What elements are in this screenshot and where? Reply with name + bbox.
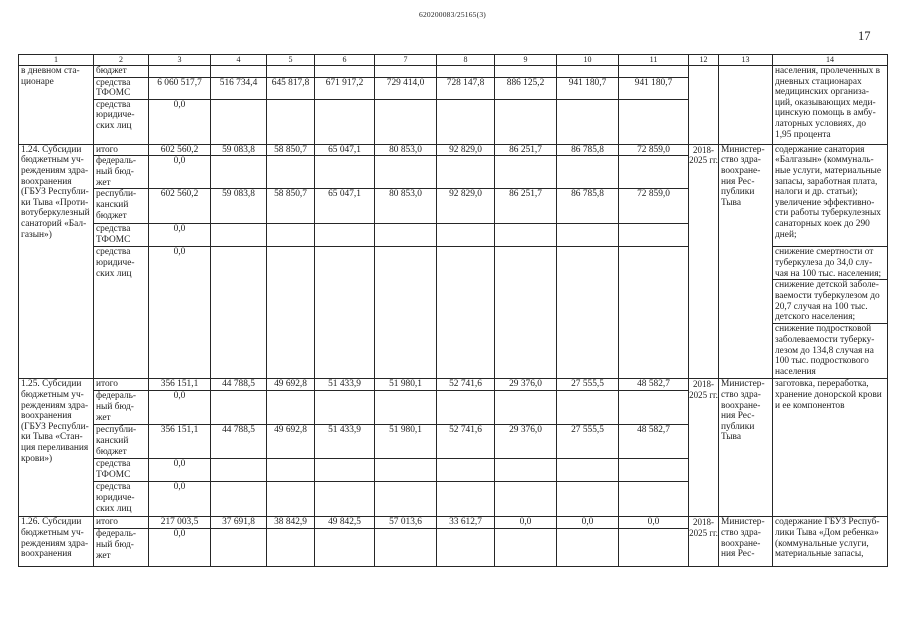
amount-cell	[495, 66, 557, 78]
amount-cell	[557, 247, 619, 379]
amount-cell: 72 859,0	[619, 189, 689, 224]
column-number: 11	[619, 55, 689, 66]
amount-cell	[437, 482, 495, 517]
funding-source: итого	[94, 379, 149, 391]
document-code: 620200083/25165(3)	[419, 10, 486, 19]
amount-cell	[375, 66, 437, 78]
amount-cell: 86 785,8	[557, 144, 619, 156]
column-number: 5	[267, 55, 315, 66]
amount-cell	[315, 391, 375, 425]
amount-cell	[495, 247, 557, 379]
amount-cell: 52 741,6	[437, 379, 495, 391]
amount-cell: 941 180,7	[619, 77, 689, 99]
amount-cell	[315, 482, 375, 517]
amount-cell	[375, 156, 437, 189]
amount-cell: 356 151,1	[149, 379, 211, 391]
amount-cell	[267, 224, 315, 247]
expected-result: содержание санатория «Балгазын» (коммуналь- ные услуги, материальные запасы, заработная плата, налоги и др. статьи); увеличение эффективно- сти работы туберкулезных санаторных коек до 290 дней;	[773, 144, 888, 247]
amount-cell: 0,0	[149, 529, 211, 567]
column-number: 9	[495, 55, 557, 66]
amount-cell: 92 829,0	[437, 144, 495, 156]
amount-cell	[557, 224, 619, 247]
amount-cell: 59 083,8	[211, 144, 267, 156]
amount-cell: 29 376,0	[495, 379, 557, 391]
amount-cell	[437, 391, 495, 425]
expected-result: снижение подростковой заболеваемости туберку- лезом до 134,8 случая на 100 тыс. подросткового населения	[773, 324, 888, 379]
column-number: 8	[437, 55, 495, 66]
amount-cell	[211, 391, 267, 425]
amount-cell	[315, 156, 375, 189]
amount-cell: 6 060 517,7	[149, 77, 211, 99]
amount-cell: 92 829,0	[437, 189, 495, 224]
amount-cell	[315, 459, 375, 482]
section-name: 1.24. Субсидии бюджетным уч- реждениям здра- воохранения (ГБУЗ Республи- ки Тыва «Проти- вотуберкулезный санаторий «Бал- газын»)	[19, 144, 94, 379]
amount-cell	[375, 247, 437, 379]
period: 2018- 2025 гг.	[689, 379, 719, 517]
amount-cell: 217 003,5	[149, 517, 211, 529]
amount-cell: 44 788,5	[211, 425, 267, 459]
amount-cell: 37 691,8	[211, 517, 267, 529]
amount-cell	[557, 391, 619, 425]
executor: Министер- ство здра- воохране- ния Рес- публики Тыва	[719, 379, 773, 517]
expected-result: заготовка, переработка, хранение донорской крови и ее компонентов	[773, 379, 888, 517]
column-number: 12	[689, 55, 719, 66]
amount-cell: 356 151,1	[149, 425, 211, 459]
amount-cell: 58 850,7	[267, 144, 315, 156]
amount-cell	[437, 156, 495, 189]
amount-cell	[315, 247, 375, 379]
funding-source: итого	[94, 144, 149, 156]
executor: Министер- ство здра- воохране- ния Рес-	[719, 517, 773, 567]
period: 2018- 2025 гг.	[689, 517, 719, 567]
amount-cell	[495, 391, 557, 425]
funding-source: итого	[94, 517, 149, 529]
expected-result: населения, пролеченных в дневных стационарах медицинских организа- ций, оказывающих меди- цинскую помощь в амбу- латорных условиях, до 1,95 процента	[773, 66, 888, 145]
amount-cell	[557, 482, 619, 517]
amount-cell	[619, 529, 689, 567]
executor	[719, 66, 773, 145]
amount-cell	[495, 224, 557, 247]
amount-cell	[149, 66, 211, 78]
amount-cell: 0,0	[149, 482, 211, 517]
amount-cell	[557, 459, 619, 482]
amount-cell	[211, 529, 267, 567]
amount-cell: 51 433,9	[315, 379, 375, 391]
amount-cell	[437, 224, 495, 247]
amount-cell: 602 560,2	[149, 189, 211, 224]
amount-cell	[495, 156, 557, 189]
financing-table	[18, 54, 888, 567]
amount-cell	[557, 156, 619, 189]
executor: Министер- ство здра- воохране- ния Рес- публики Тыва	[719, 144, 773, 379]
amount-cell	[619, 66, 689, 78]
amount-cell	[211, 99, 267, 144]
column-number-row	[19, 55, 888, 66]
period	[689, 66, 719, 145]
expected-result: снижение смертности от туберкулеза до 34,0 слу- чая на 100 тыс. населения;	[773, 247, 888, 280]
funding-source: средства юридиче- ских лиц	[94, 99, 149, 144]
funding-source: федераль- ный бюд- жет	[94, 529, 149, 567]
funding-source: республи- канский бюджет	[94, 425, 149, 459]
amount-cell	[315, 99, 375, 144]
amount-cell: 33 612,7	[437, 517, 495, 529]
amount-cell: 80 853,0	[375, 189, 437, 224]
amount-cell: 44 788,5	[211, 379, 267, 391]
expected-result: снижение детской заболе- ваемости туберкулезом до 20,7 случая на 100 тыс. детского населения;	[773, 280, 888, 324]
amount-cell	[267, 156, 315, 189]
amount-cell: 72 859,0	[619, 144, 689, 156]
amount-cell	[211, 247, 267, 379]
amount-cell	[211, 66, 267, 78]
amount-cell: 941 180,7	[557, 77, 619, 99]
amount-cell: 0,0	[149, 247, 211, 379]
amount-cell: 29 376,0	[495, 425, 557, 459]
amount-cell: 0,0	[149, 99, 211, 144]
amount-cell	[557, 66, 619, 78]
column-number: 13	[719, 55, 773, 66]
amount-cell: 0,0	[495, 517, 557, 529]
amount-cell	[619, 156, 689, 189]
amount-cell	[375, 391, 437, 425]
amount-cell	[495, 529, 557, 567]
amount-cell: 86 785,8	[557, 189, 619, 224]
amount-cell	[557, 99, 619, 144]
funding-source: средства ТФОМС	[94, 224, 149, 247]
amount-cell: 49 692,8	[267, 425, 315, 459]
funding-source: средства ТФОМС	[94, 459, 149, 482]
period: 2018- 2025 гг.	[689, 144, 719, 379]
amount-cell	[557, 529, 619, 567]
amount-cell	[375, 224, 437, 247]
expected-result: содержание ГБУЗ Респуб- лики Тыва «Дом ребенка» (коммунальные услуги, материальные запасы,	[773, 517, 888, 567]
column-number: 6	[315, 55, 375, 66]
amount-cell	[267, 99, 315, 144]
amount-cell	[267, 482, 315, 517]
section-name: 1.25. Субсидии бюджетным уч- реждениям здра- воохранения (ГБУЗ Республи- ки Тыва «Стан- ция переливания крови»)	[19, 379, 94, 517]
amount-cell	[619, 459, 689, 482]
table-row	[19, 379, 888, 391]
amount-cell: 0,0	[149, 224, 211, 247]
amount-cell: 58 850,7	[267, 189, 315, 224]
funding-source: средства ТФОМС	[94, 77, 149, 99]
amount-cell	[495, 482, 557, 517]
amount-cell: 27 555,5	[557, 379, 619, 391]
section-name: в дневном ста- ционаре	[19, 66, 94, 145]
amount-cell: 886 125,2	[495, 77, 557, 99]
amount-cell: 49 842,5	[315, 517, 375, 529]
amount-cell	[437, 66, 495, 78]
amount-cell: 516 734,4	[211, 77, 267, 99]
amount-cell: 0,0	[619, 517, 689, 529]
funding-source: республи- канский бюджет	[94, 189, 149, 224]
amount-cell: 48 582,7	[619, 425, 689, 459]
amount-cell	[315, 66, 375, 78]
amount-cell	[211, 482, 267, 517]
amount-cell: 645 817,8	[267, 77, 315, 99]
amount-cell: 65 047,1	[315, 189, 375, 224]
table-row	[19, 517, 888, 529]
funding-source: средства юридиче- ских лиц	[94, 247, 149, 379]
amount-cell: 602 560,2	[149, 144, 211, 156]
amount-cell: 65 047,1	[315, 144, 375, 156]
amount-cell	[211, 224, 267, 247]
amount-cell	[619, 224, 689, 247]
table-row	[19, 66, 888, 78]
amount-cell	[211, 459, 267, 482]
amount-cell	[437, 247, 495, 379]
amount-cell	[619, 391, 689, 425]
amount-cell: 0,0	[149, 391, 211, 425]
amount-cell: 49 692,8	[267, 379, 315, 391]
column-number: 1	[19, 55, 94, 66]
amount-cell	[315, 529, 375, 567]
funding-source: бюджет	[94, 66, 149, 78]
amount-cell	[267, 459, 315, 482]
amount-cell: 728 147,8	[437, 77, 495, 99]
amount-cell: 27 555,5	[557, 425, 619, 459]
amount-cell	[315, 224, 375, 247]
amount-cell	[375, 529, 437, 567]
amount-cell: 86 251,7	[495, 144, 557, 156]
amount-cell	[375, 482, 437, 517]
amount-cell: 51 980,1	[375, 425, 437, 459]
amount-cell	[495, 99, 557, 144]
amount-cell	[267, 529, 315, 567]
amount-cell: 86 251,7	[495, 189, 557, 224]
amount-cell: 48 582,7	[619, 379, 689, 391]
page-number: 17	[858, 29, 871, 43]
amount-cell: 51 980,1	[375, 379, 437, 391]
amount-cell: 80 853,0	[375, 144, 437, 156]
amount-cell	[619, 99, 689, 144]
amount-cell	[495, 459, 557, 482]
amount-cell	[437, 99, 495, 144]
amount-cell: 0,0	[557, 517, 619, 529]
amount-cell	[437, 459, 495, 482]
amount-cell	[267, 66, 315, 78]
amount-cell: 57 013,6	[375, 517, 437, 529]
amount-cell: 0,0	[149, 459, 211, 482]
amount-cell: 671 917,2	[315, 77, 375, 99]
amount-cell: 38 842,9	[267, 517, 315, 529]
column-number: 3	[149, 55, 211, 66]
amount-cell: 59 083,8	[211, 189, 267, 224]
amount-cell	[267, 247, 315, 379]
column-number: 14	[773, 55, 888, 66]
amount-cell: 52 741,6	[437, 425, 495, 459]
funding-source: федераль- ный бюд- жет	[94, 156, 149, 189]
column-number: 2	[94, 55, 149, 66]
amount-cell	[375, 99, 437, 144]
amount-cell: 0,0	[149, 156, 211, 189]
section-name: 1.26. Субсидии бюджетным уч- реждениям здра- воохранения	[19, 517, 94, 567]
amount-cell	[619, 482, 689, 517]
column-number: 7	[375, 55, 437, 66]
column-number: 4	[211, 55, 267, 66]
amount-cell	[211, 156, 267, 189]
funding-source: средства юридиче- ских лиц	[94, 482, 149, 517]
amount-cell: 51 433,9	[315, 425, 375, 459]
column-number: 10	[557, 55, 619, 66]
amount-cell	[437, 529, 495, 567]
amount-cell	[267, 391, 315, 425]
table-row	[19, 144, 888, 156]
funding-source: федераль- ный бюд- жет	[94, 391, 149, 425]
amount-cell	[619, 247, 689, 379]
amount-cell: 729 414,0	[375, 77, 437, 99]
amount-cell	[375, 459, 437, 482]
